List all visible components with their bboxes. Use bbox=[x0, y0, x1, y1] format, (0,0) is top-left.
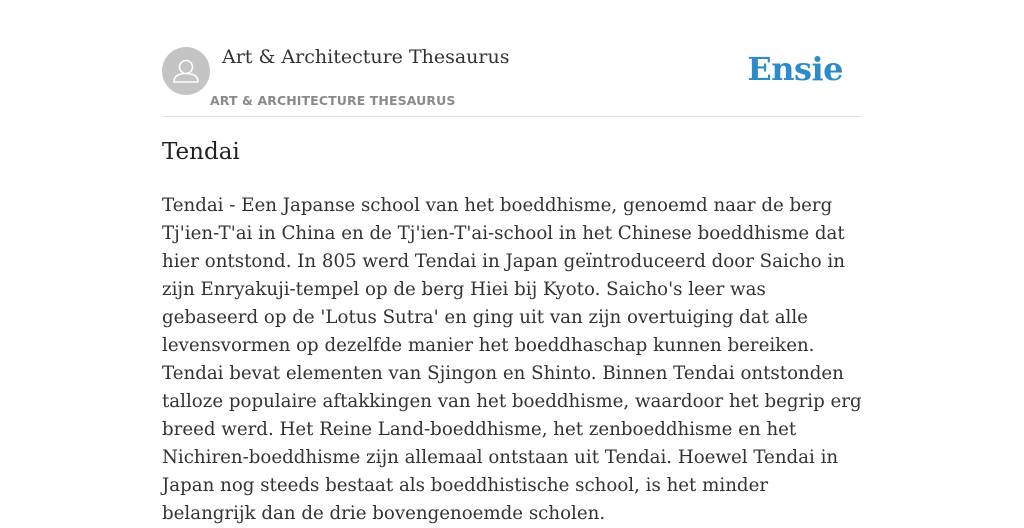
source-avatar[interactable] bbox=[162, 47, 210, 95]
term-title: Tendai bbox=[162, 139, 240, 165]
source-header bbox=[162, 0, 862, 117]
term-definition: Tendai - Een Japanse school van het boeddhisme, genoemd naar de berg Tj'ien-T'ai in China en de Tj'ien-T'ai-school in het Chinese boeddhisme dat hier ontstond. In 805 werd Tendai in Japan geïntroduceerd door Saicho in zijn Enryakuji-tempel op de berg Hiei bij Kyoto. Saicho's leer was gebaseerd op de 'Lotus Sutra' en ging uit van zijn overtuiging dat alle levensvormen op dezelfde manier het boeddhaschap kunnen bereiken. Tendai bevat elementen van Sjingon en Shinto. Binnen Tendai ontstonden talloze populaire aftakkingen van het boeddhisme, waardoor het begrip erg breed werd. Het Reine Land-boeddhisme, het zenboeddhisme en het Nichiren-boeddhisme zijn allemaal ontstaan uit Tendai. Hoewel Tendai in Japan nog steeds bestaat als boeddhistische school, is het minder belangrijk dan de drie bovengenoemde scholen. bbox=[162, 195, 862, 524]
source-subtitle[interactable]: ART & ARCHITECTURE THESAURUS bbox=[210, 93, 456, 108]
user-icon bbox=[162, 47, 210, 95]
brand-logo[interactable]: Ensie bbox=[747, 50, 843, 88]
source-title[interactable]: Art & Architecture Thesaurus bbox=[222, 46, 510, 68]
